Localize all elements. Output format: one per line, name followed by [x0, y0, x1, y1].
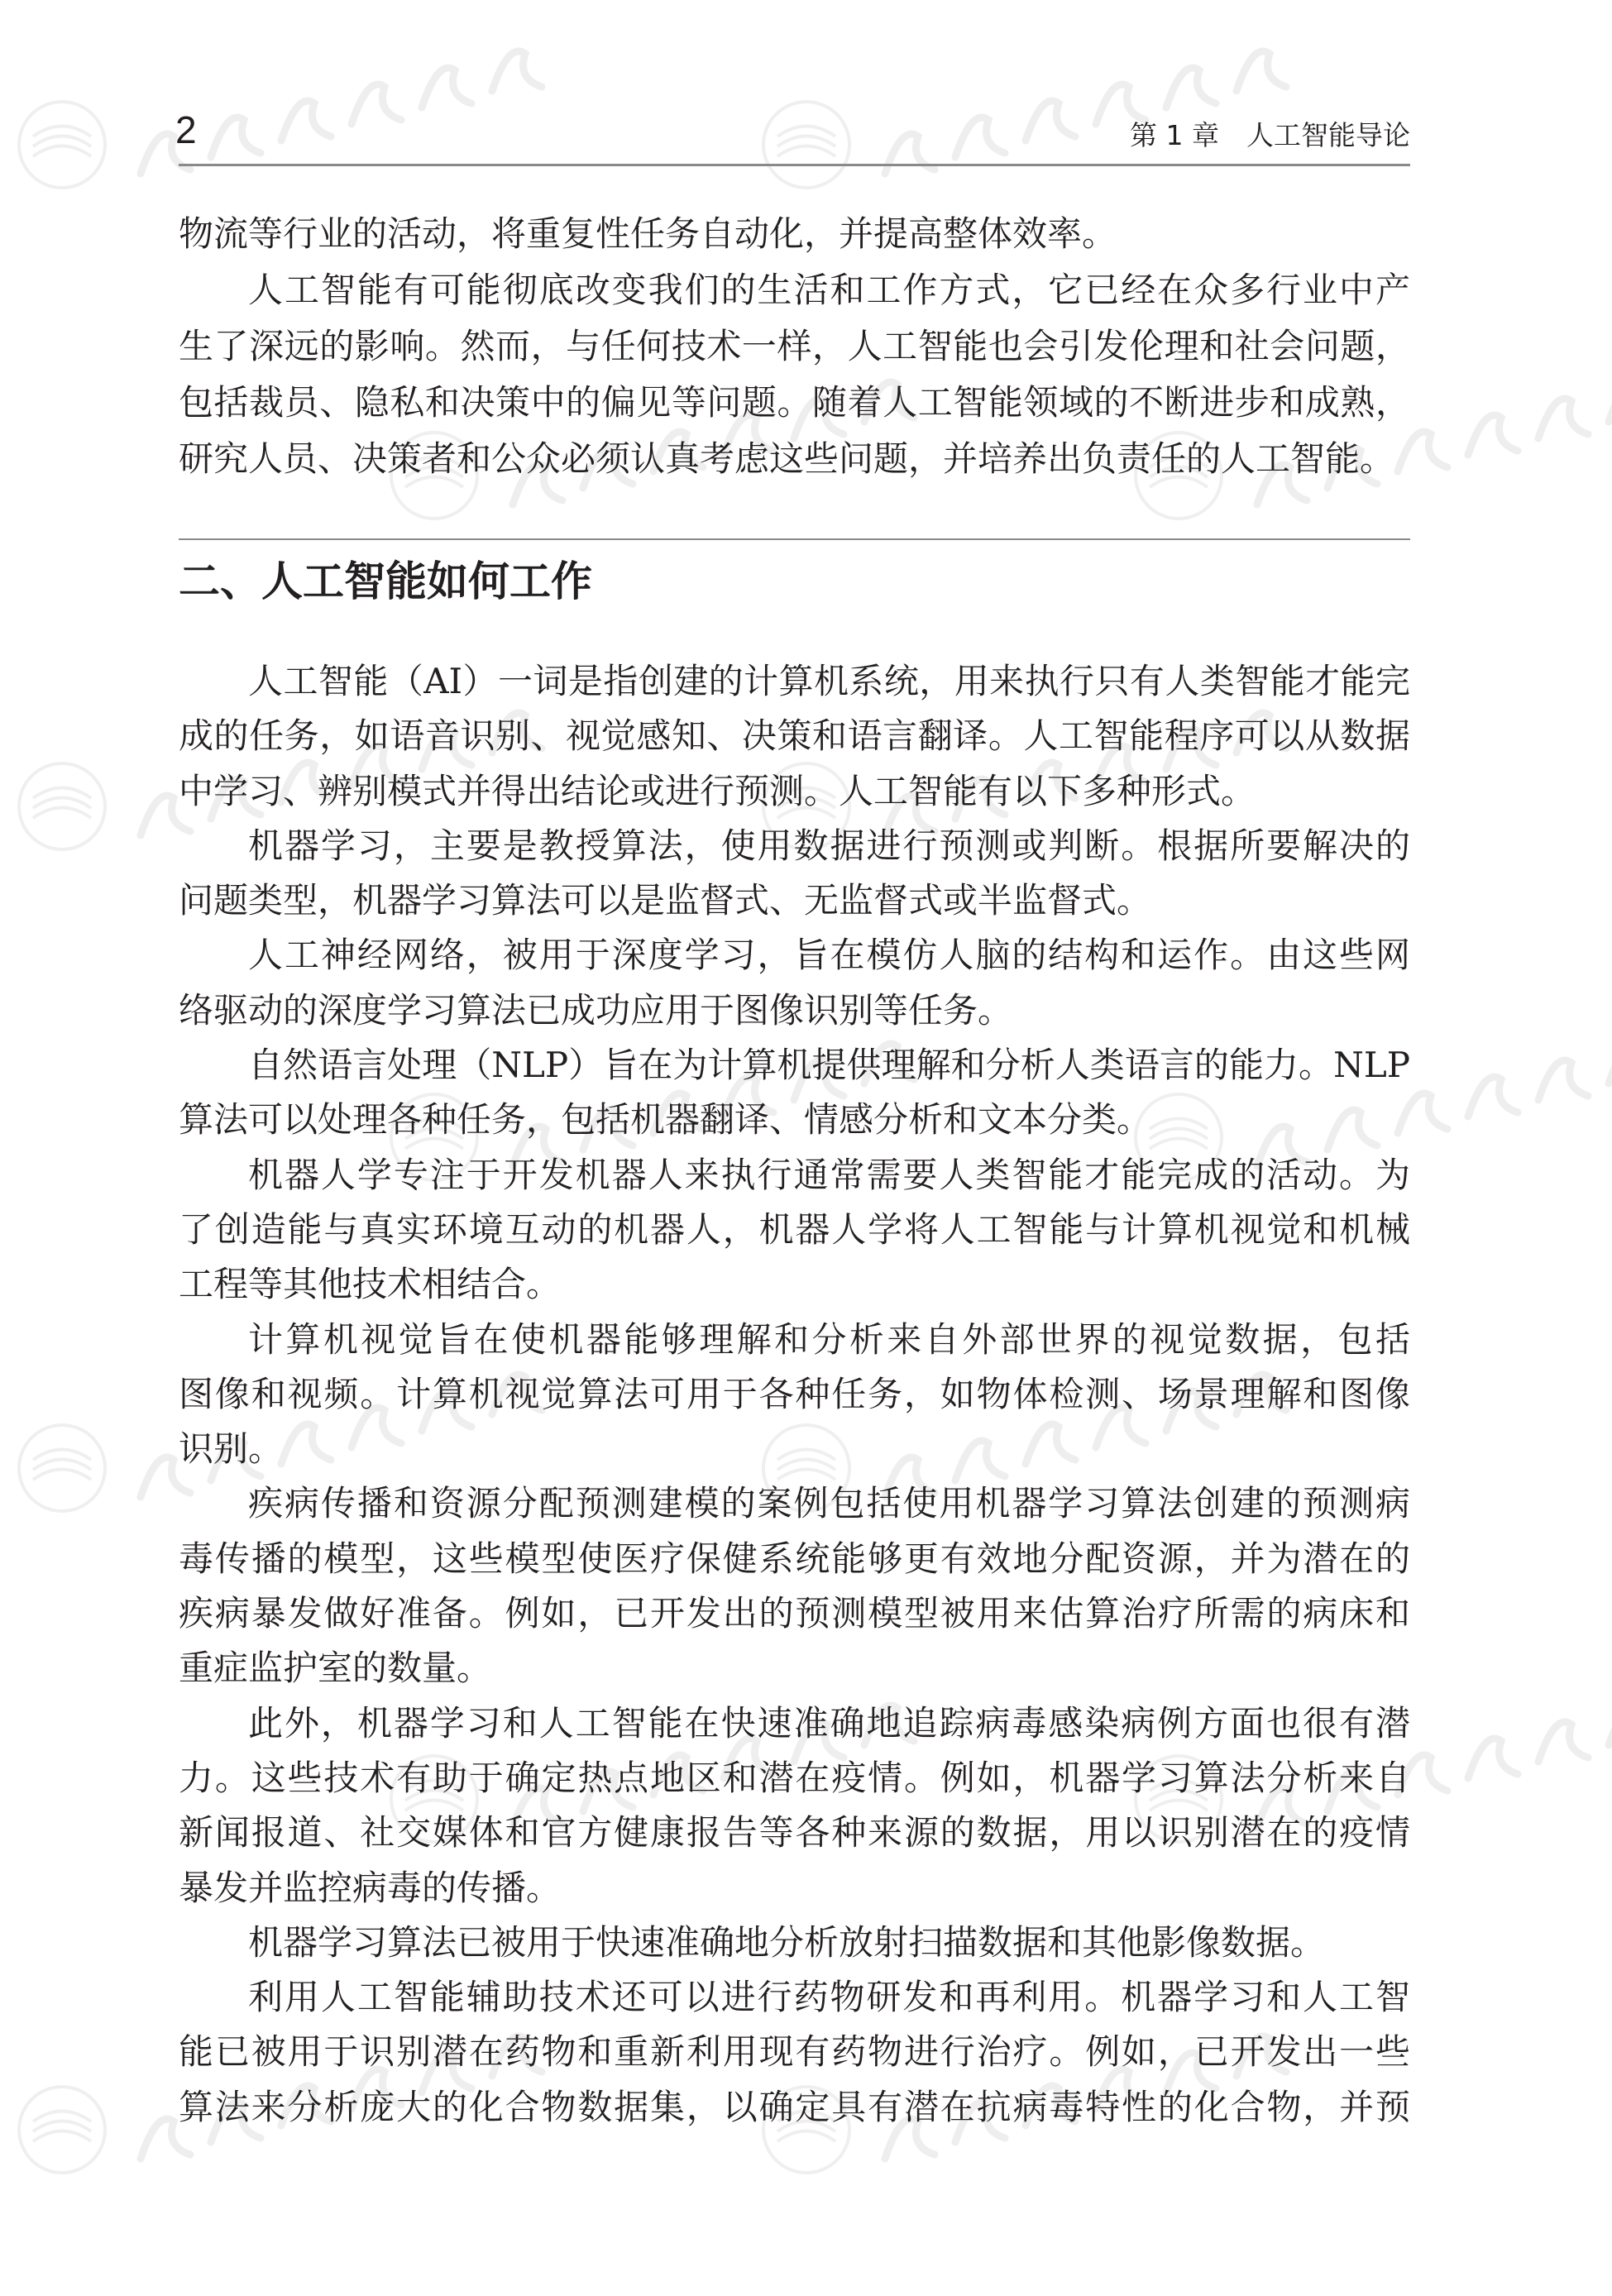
watermark-logo-icon — [19, 102, 105, 188]
watermark-logo-icon — [19, 1425, 105, 1511]
text-line: 成的任务，如语音识别、视觉感知、决策和语言翻译。人工智能程序可以从数据 — [179, 715, 1410, 757]
paragraph — [179, 819, 1410, 929]
text-line: 包括裁员、隐私和决策中的偏见等问题。随着人工智能领域的不断进步和成熟， — [179, 382, 1410, 423]
watermark-logo-icon — [19, 763, 105, 849]
text-line: 暴发并监控病毒的传播。 — [179, 1867, 562, 1908]
watermark-script-mark — [885, 51, 1286, 174]
paragraph — [179, 1916, 1410, 1970]
text-line: 新闻报道、社交媒体和官方健康报告等各种来源的数据，用以识别潜在的疫情 — [179, 1812, 1410, 1854]
watermark-logo-icon — [763, 102, 849, 188]
text-line: 力。这些技术有助于确定热点地区和潜在疫情。例如，机器学习算法分析来自 — [179, 1757, 1410, 1798]
intro-text — [179, 206, 1410, 487]
header-rule — [179, 164, 1410, 166]
text-line: 人工神经网络，被用于深度学习，旨在模仿人脑的结构和运作。由这些网 — [248, 935, 1410, 976]
paragraph — [179, 206, 1410, 262]
text-line: 算法来分析庞大的化合物数据集，以确定具有潜在抗病毒特性的化合物，并预 — [179, 2086, 1410, 2127]
text-line: 问题类型，机器学习算法可以是监督式、无监督式或半监督式。 — [179, 880, 1152, 921]
paragraph — [179, 262, 1410, 487]
text-line: 机器学习算法已被用于快速准确地分析放射扫描数据和其他影像数据。 — [248, 1921, 1326, 1963]
text-line: 自然语言处理（NLP）旨在为计算机提供理解和分析人类语言的能力。NLP — [248, 1045, 1410, 1086]
text-line: 计算机视觉旨在使机器能够理解和分析来自外部世界的视觉数据，包括 — [248, 1318, 1410, 1360]
text-line: 机器人学专注于开发机器人来执行通常需要人类智能才能完成的活动。为 — [248, 1154, 1410, 1195]
text-line: 生了深远的影响。然而，与任何技术一样，人工智能也会引发伦理和社会问题， — [179, 326, 1410, 366]
text-line: 了创造能与真实环境互动的机器人，机器人学将人工智能与计算机视觉和机械 — [179, 1208, 1410, 1250]
running-head: 第 1 章 人工智能导论 — [1130, 119, 1410, 151]
paragraph — [179, 654, 1410, 819]
section-body — [179, 654, 1410, 2135]
paragraph — [179, 928, 1410, 1038]
page-number: 2 — [175, 108, 197, 151]
paragraph — [179, 1476, 1410, 1696]
text-line: 利用人工智能辅助技术还可以进行药物研发和再利用。机器学习和人工智 — [248, 1977, 1410, 2018]
watermark-logo-icon — [19, 2087, 105, 2173]
text-line: 此外，机器学习和人工智能在快速准确地追踪病毒感染病例方面也很有潜 — [248, 1702, 1410, 1744]
watermark-script-mark — [141, 51, 542, 174]
text-line: 疾病传播和资源分配预测建模的案例包括使用机器学习算法创建的预测病 — [248, 1483, 1410, 1524]
section-heading: 二、人工智能如何工作 — [179, 557, 592, 605]
paragraph — [179, 1038, 1410, 1148]
text-line: 识别。 — [179, 1428, 284, 1470]
text-line: 疾病暴发做好准备。例如，已开发出的预测模型被用来估算治疗所需的病床和 — [179, 1593, 1410, 1634]
section-rule — [179, 538, 1410, 540]
text-line: 重症监护室的数量。 — [179, 1648, 492, 1689]
text-line: 人工智能有可能彻底改变我们的生活和工作方式，它已经在众多行业中产 — [248, 270, 1410, 310]
paragraph — [179, 1313, 1410, 1477]
text-line: 图像和视频。计算机视觉算法可用于各种任务，如物体检测、场景理解和图像 — [179, 1373, 1410, 1414]
text-line: 工程等其他技术相结合。 — [179, 1264, 562, 1305]
text-line: 研究人员、决策者和公众必须认真考虑这些问题，并培养出负责任的人工智能。 — [179, 438, 1395, 479]
text-line: 中学习、辨别模式并得出结论或进行预测。人工智能有以下多种形式。 — [179, 770, 1256, 811]
paragraph — [179, 1696, 1410, 1916]
text-line: 人工智能（AI）一词是指创建的计算机系统，用来执行只有人类智能才能完 — [248, 661, 1410, 701]
text-line: 物流等行业的活动，将重复性任务自动化，并提高整体效率。 — [179, 213, 1117, 254]
text-line: 算法可以处理各种任务，包括机器翻译、情感分析和文本分类。 — [179, 1099, 1152, 1141]
paragraph — [179, 1148, 1410, 1313]
text-line: 毒传播的模型，这些模型使医疗保健系统能够更有效地分配资源，并为潜在的 — [179, 1538, 1410, 1579]
text-line: 机器学习，主要是教授算法，使用数据进行预测或判断。根据所要解决的 — [248, 825, 1410, 866]
text-line: 络驱动的深度学习算法已成功应用于图像识别等任务。 — [179, 989, 1013, 1031]
text-line: 能已被用于识别潜在药物和重新利用现有药物进行治疗。例如，已开发出一些 — [179, 2031, 1410, 2073]
paragraph — [179, 1970, 1410, 2135]
